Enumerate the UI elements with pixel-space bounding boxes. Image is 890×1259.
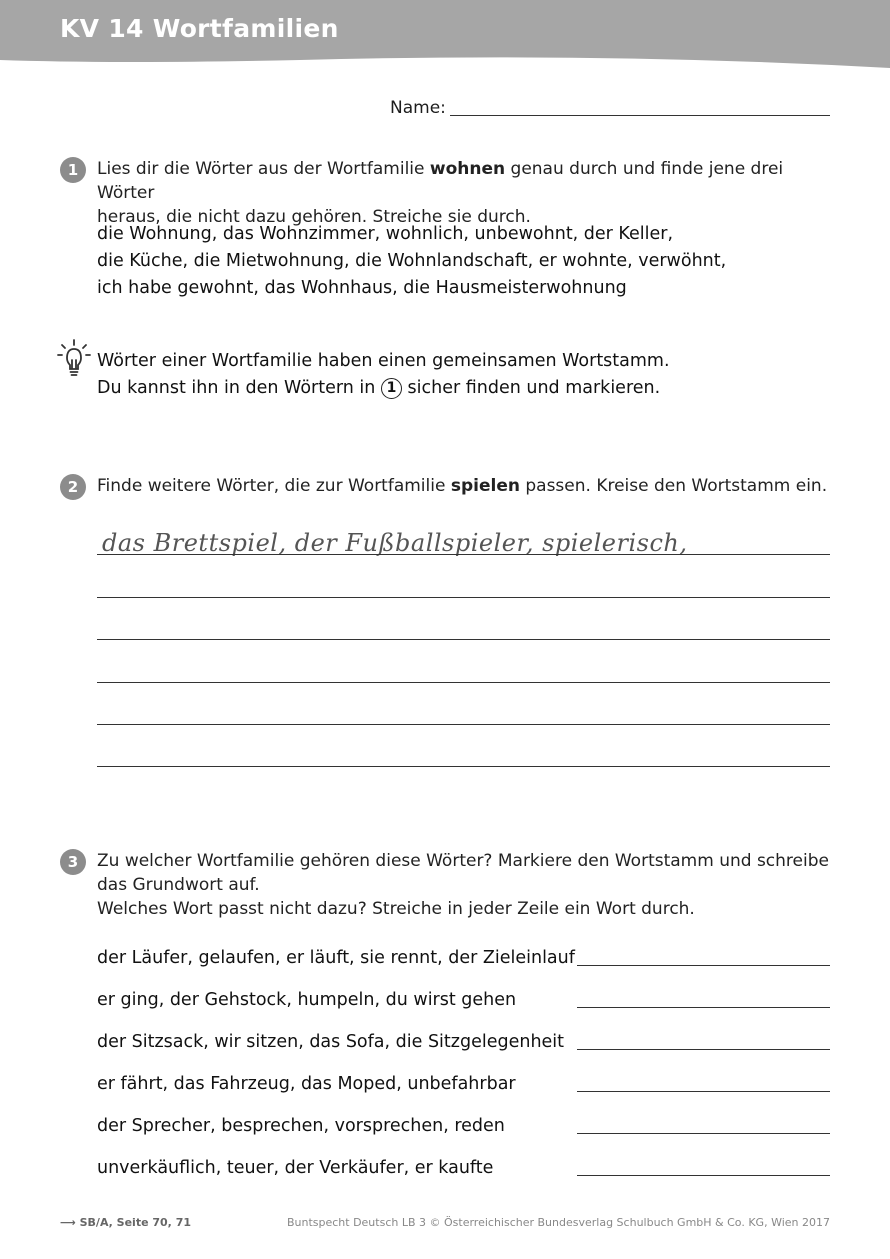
word-row[interactable]: der Läufer, gelaufen, er läuft, sie rennt, der Zieleinlauf — [97, 948, 575, 968]
writing-line[interactable] — [97, 639, 830, 640]
word-row[interactable]: der Sitzsack, wir sitzen, das Sofa, die Sitzgelegenheit — [97, 1032, 565, 1052]
answer-line[interactable] — [577, 965, 830, 966]
name-field[interactable] — [450, 115, 830, 116]
name-label: Name: — [390, 98, 446, 118]
writing-line[interactable] — [97, 597, 830, 598]
word-line[interactable]: die Wohnung, das Wohnzimmer, wohnlich, unbewohnt, der Keller, — [97, 224, 674, 244]
answer-line[interactable] — [577, 1049, 830, 1050]
word-line[interactable]: die Küche, die Mietwohnung, die Wohnlandschaft, er wohnte, verwöhnt, — [97, 251, 727, 271]
word-row[interactable]: der Sprecher, besprechen, vorsprechen, reden — [97, 1116, 505, 1136]
writing-line[interactable] — [97, 766, 830, 767]
answer-line[interactable] — [577, 1175, 830, 1176]
task-1-number: 1 — [60, 157, 86, 183]
task-1-instruction: Lies dir die Wörter aus der Wortfamilie wohnen genau durch und finde jene drei Wörter heraus, die nicht dazu gehören. Streiche sie durch. — [97, 159, 784, 227]
task-2-number: 2 — [60, 474, 86, 500]
copyright-notice: Buntspecht Deutsch LB 3 © Österreichischer Bundesverlag Schulbuch GmbH & Co. KG, Wien 2017 — [286, 1216, 830, 1229]
word-row[interactable]: unverkäuflich, teuer, der Verkäufer, er kaufte — [97, 1158, 494, 1178]
handwritten-example: das Brettspiel, der Fußballspieler, spielerisch, — [102, 529, 688, 557]
word-line[interactable]: ich habe gewohnt, das Wohnhaus, die Hausmeisterwohnung — [97, 278, 627, 298]
word-row[interactable]: er fährt, das Fahrzeug, das Moped, unbefahrbar — [97, 1074, 516, 1094]
answer-line[interactable] — [577, 1091, 830, 1092]
answer-line[interactable] — [577, 1007, 830, 1008]
lightbulb-icon — [56, 338, 92, 378]
task-3-number: 3 — [60, 849, 86, 875]
task-1-word-list — [97, 221, 726, 302]
task-reference-badge: 1 — [381, 378, 402, 399]
writing-line[interactable] — [97, 682, 830, 683]
writing-line[interactable] — [97, 724, 830, 725]
task-3-instruction: Zu welcher Wortfamilie gehören diese Wörter? Markiere den Wortstamm und schreibe das Grundwort auf. Welches Wort passt nicht dazu? Streiche in jeder Zeile ein Wort durch. — [97, 851, 829, 919]
page-title: KV 14 Wortfamilien — [60, 14, 339, 43]
arrow-right-icon: ⟶ — [60, 1216, 76, 1229]
writing-line[interactable] — [97, 554, 830, 555]
task-2-instruction: Finde weitere Wörter, die zur Wortfamilie spielen passen. Kreise den Wortstamm ein. — [97, 476, 828, 496]
tip-text: Wörter einer Wortfamilie haben einen gemeinsamen Wortstamm. Du kannst ihn in den Wörtern in 1 sicher finden und markieren. — [97, 351, 670, 398]
word-row[interactable]: er ging, der Gehstock, humpeln, du wirst gehen — [97, 990, 517, 1010]
textbook-reference: ⟶ SB/A, Seite 70, 71 — [60, 1216, 191, 1229]
answer-line[interactable] — [577, 1133, 830, 1134]
